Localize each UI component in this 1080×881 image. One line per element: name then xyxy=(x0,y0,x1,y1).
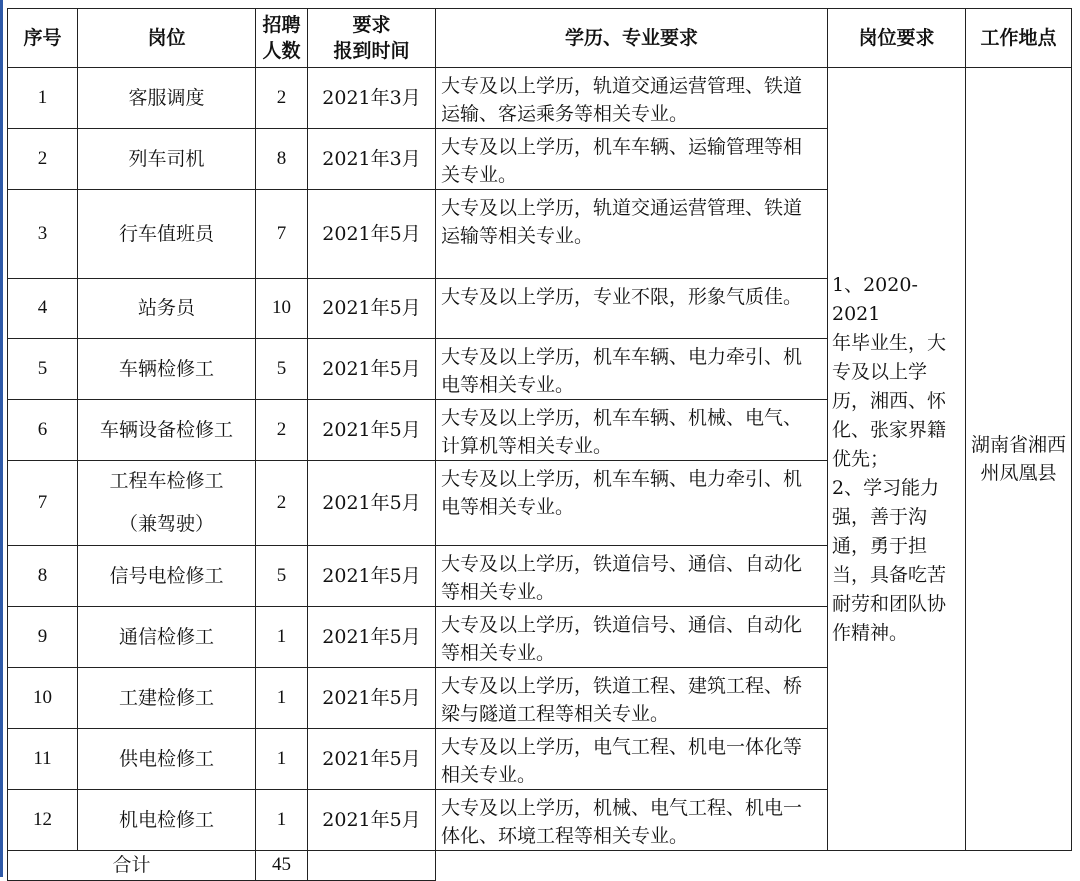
cell-position: 工建检修工 xyxy=(78,668,256,729)
cell-education: 大专及以上学历，机车车辆、运输管理等相关专业。 xyxy=(436,129,828,190)
cell-count: 2 xyxy=(256,461,308,546)
cell-position: 客服调度 xyxy=(78,68,256,129)
cell-seq: 9 xyxy=(8,607,78,668)
requirement-line: 化、张家界籍 xyxy=(832,418,947,441)
requirement-line: 专及以上学 xyxy=(832,360,928,383)
cell-location xyxy=(966,68,1072,851)
requirement-line: 历，湘西、怀 xyxy=(832,389,947,412)
cell-position: 工程车检修工 （兼驾驶） xyxy=(78,461,256,546)
cell-report-date: 2021年5月 xyxy=(308,668,436,729)
cell-position: 供电检修工 xyxy=(78,729,256,790)
total-row xyxy=(8,851,1072,881)
cell-report-date: 2021年5月 xyxy=(308,461,436,546)
cell-position: 通信检修工 xyxy=(78,607,256,668)
cell-seq: 5 xyxy=(8,339,78,400)
cell-report-date: 2021年3月 xyxy=(308,129,436,190)
cell-report-date: 2021年5月 xyxy=(308,729,436,790)
cell-seq: 6 xyxy=(8,400,78,461)
cell-report-date: 2021年5月 xyxy=(308,790,436,851)
requirement-line: 优先； xyxy=(832,447,890,470)
cell-report-date: 2021年5月 xyxy=(308,279,436,339)
cell-seq: 11 xyxy=(8,729,78,790)
cell-education: 大专及以上学历，铁道工程、建筑工程、桥梁与隧道工程等相关专业。 xyxy=(436,668,828,729)
header-count: 招聘 人数 xyxy=(256,9,308,68)
cell-education: 大专及以上学历，机械、电气工程、机电一体化、环境工程等相关专业。 xyxy=(436,790,828,851)
header-position: 岗位 xyxy=(78,9,256,68)
total-count: 45 xyxy=(256,851,308,881)
requirement-line: 通，勇于担 xyxy=(832,534,928,557)
cell-count: 5 xyxy=(256,546,308,607)
cell-seq: 1 xyxy=(8,68,78,129)
header-date: 要求 报到时间 xyxy=(308,9,436,68)
header-education: 学历、专业要求 xyxy=(436,9,828,68)
cell-position: 机电检修工 xyxy=(78,790,256,851)
cell-education: 大专及以上学历，机车车辆、机械、电气、计算机等相关专业。 xyxy=(436,400,828,461)
cell-report-date: 2021年5月 xyxy=(308,546,436,607)
cell-position: 信号电检修工 xyxy=(78,546,256,607)
requirement-line: 1、2020-2021 xyxy=(832,273,918,325)
requirement-line: 2、学习能力 xyxy=(832,476,940,499)
total-empty-rest xyxy=(436,851,1072,881)
cell-count: 1 xyxy=(256,607,308,668)
cell-education: 大专及以上学历，铁道信号、通信、自动化等相关专业。 xyxy=(436,546,828,607)
cell-education: 大专及以上学历，铁道信号、通信、自动化等相关专业。 xyxy=(436,607,828,668)
recruitment-table xyxy=(7,8,1072,881)
requirement-line: 作精神。 xyxy=(832,621,909,644)
cell-seq: 4 xyxy=(8,279,78,339)
cell-count: 5 xyxy=(256,339,308,400)
cell-count: 10 xyxy=(256,279,308,339)
cell-count: 1 xyxy=(256,790,308,851)
cell-education: 大专及以上学历，轨道交通运营管理、铁道运输、客运乘务等相关专业。 xyxy=(436,68,828,129)
cell-report-date: 2021年3月 xyxy=(308,68,436,129)
header-requirement: 岗位要求 xyxy=(828,9,966,68)
requirement-line: 年毕业生，大 xyxy=(832,331,947,354)
cell-seq: 3 xyxy=(8,190,78,279)
cell-education: 大专及以上学历，专业不限，形象气质佳。 xyxy=(436,279,828,339)
cell-count: 2 xyxy=(256,400,308,461)
cell-education: 大专及以上学历，轨道交通运营管理、铁道运输等相关专业。 xyxy=(436,190,828,279)
cell-position: 车辆设备检修工 xyxy=(78,400,256,461)
cell-requirement xyxy=(828,68,966,851)
requirement-line: 强，善于沟 xyxy=(832,505,928,528)
cell-seq: 8 xyxy=(8,546,78,607)
cell-education: 大专及以上学历，机车车辆、电力牵引、机电等相关专业。 xyxy=(436,461,828,546)
table-row xyxy=(8,68,1072,129)
cell-position: 站务员 xyxy=(78,279,256,339)
cell-report-date: 2021年5月 xyxy=(308,190,436,279)
cell-education: 大专及以上学历，机车车辆、电力牵引、机电等相关专业。 xyxy=(436,339,828,400)
cell-count: 1 xyxy=(256,729,308,790)
cell-seq: 2 xyxy=(8,129,78,190)
cell-education: 大专及以上学历，电气工程、机电一体化等相关专业。 xyxy=(436,729,828,790)
cell-count: 2 xyxy=(256,68,308,129)
cell-seq: 7 xyxy=(8,461,78,546)
header-seq: 序号 xyxy=(8,9,78,68)
cell-position: 列车司机 xyxy=(78,129,256,190)
location-line: 湖南省湘西 xyxy=(970,434,1066,456)
location-line: 州凤凰县 xyxy=(980,462,1057,484)
cell-position: 行车值班员 xyxy=(78,190,256,279)
cell-seq: 10 xyxy=(8,668,78,729)
left-edge-bar xyxy=(0,0,3,877)
cell-report-date: 2021年5月 xyxy=(308,339,436,400)
total-empty-date xyxy=(308,851,436,881)
requirement-line: 当，具备吃苦 xyxy=(832,563,947,586)
cell-seq: 12 xyxy=(8,790,78,851)
cell-position: 车辆检修工 xyxy=(78,339,256,400)
cell-report-date: 2021年5月 xyxy=(308,400,436,461)
total-label: 合计 xyxy=(8,851,256,881)
cell-count: 7 xyxy=(256,190,308,279)
cell-count: 1 xyxy=(256,668,308,729)
cell-report-date: 2021年5月 xyxy=(308,607,436,668)
cell-count: 8 xyxy=(256,129,308,190)
header-location: 工作地点 xyxy=(966,9,1072,68)
requirement-line: 耐劳和团队协 xyxy=(832,592,947,615)
header-row xyxy=(8,9,1072,68)
